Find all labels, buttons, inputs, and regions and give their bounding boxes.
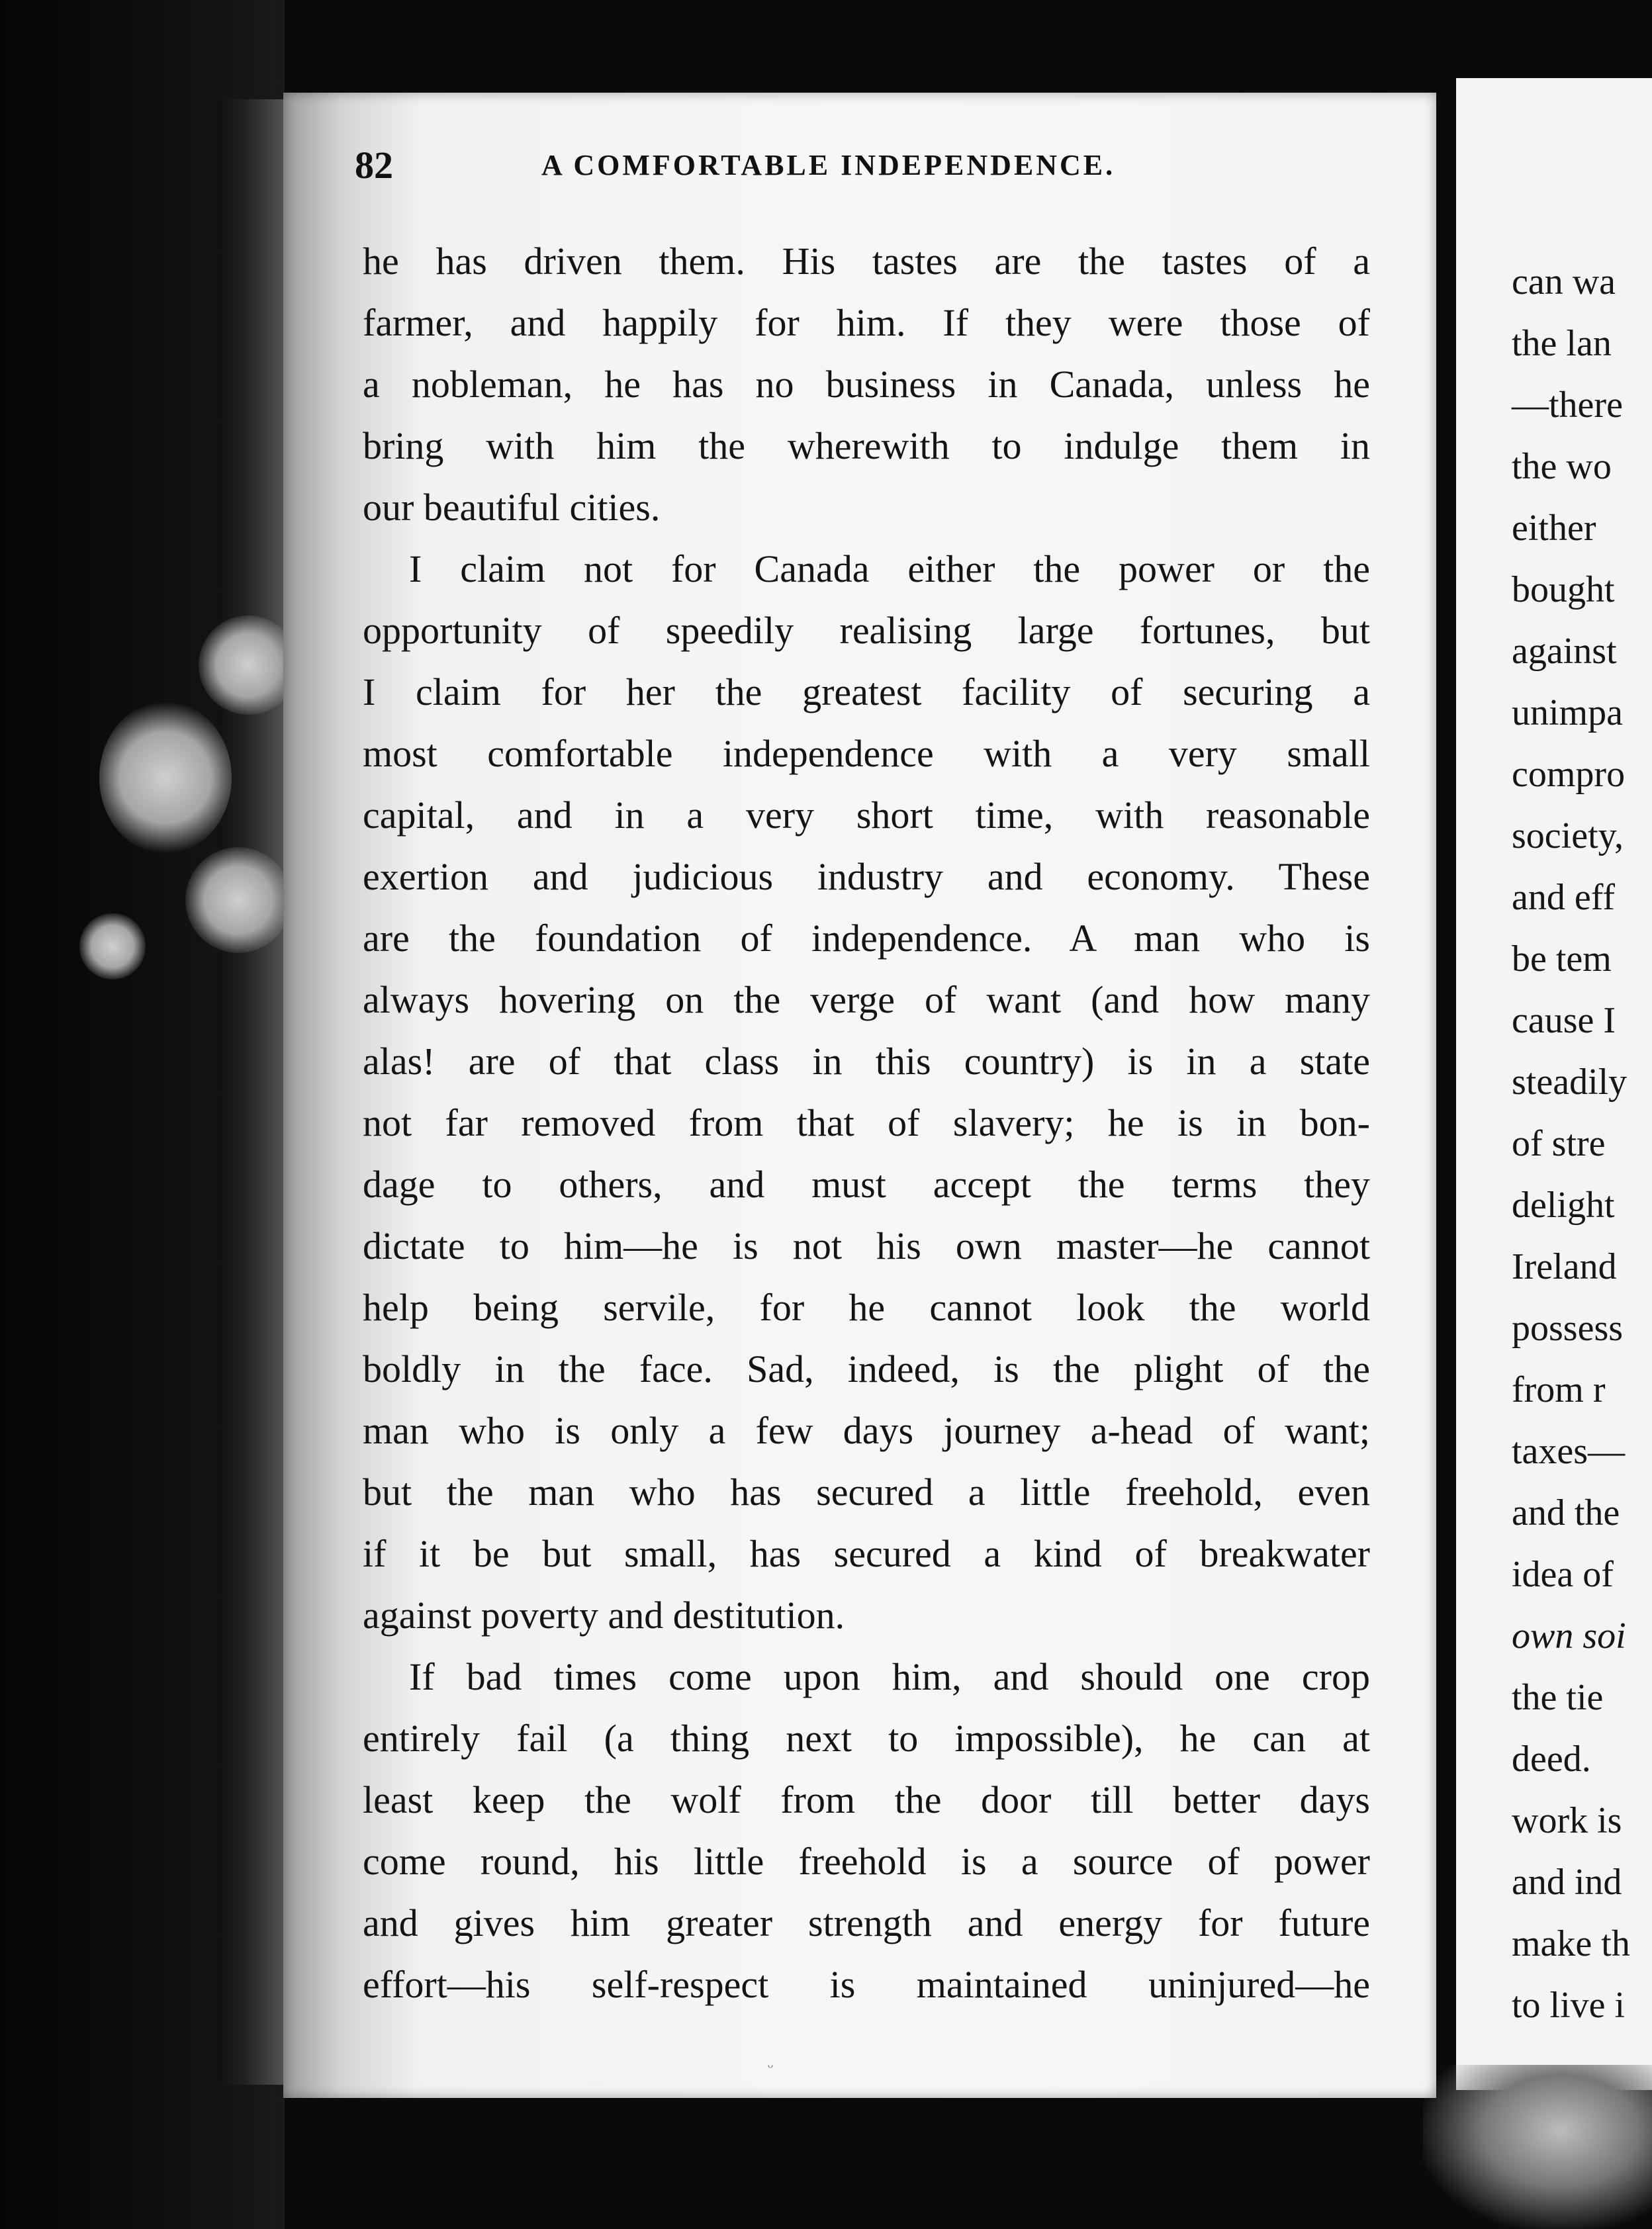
text-line: but the man who has secured a little freehold, even (363, 1471, 1370, 1514)
running-head: A COMFORTABLE INDEPENDENCE. (541, 149, 1116, 181)
stain-mark (185, 847, 291, 953)
page-gutter-edge (218, 99, 285, 2085)
text-line: —there (1512, 385, 1623, 426)
text-line: delight (1512, 1185, 1615, 1226)
text-line: and eff (1512, 877, 1615, 918)
text-line: be tem (1512, 938, 1612, 979)
text-line: come round, his little freehold is a source of power (363, 1840, 1370, 1883)
text-line: from r (1512, 1369, 1606, 1410)
text-line: help being servile, for he cannot look the world (363, 1286, 1370, 1329)
text-line: Ireland (1512, 1246, 1617, 1287)
text-line: the tie (1512, 1677, 1604, 1718)
text-line: alas! are of that class in this country) is in a state (363, 1040, 1370, 1083)
text-line: and the (1512, 1492, 1620, 1533)
text-line: bring with him the wherewith to indulge them in (363, 424, 1370, 467)
text-line: I claim not for Canada either the power or the (409, 547, 1370, 590)
text-line: least keep the wolf from the door till better days (363, 1778, 1370, 1821)
text-line: the wo (1512, 446, 1612, 487)
text-line: boldly in the face. Sad, indeed, is the plight of the (363, 1347, 1370, 1390)
right-page-text (1512, 251, 1630, 2036)
page-header (355, 139, 1374, 192)
text-line: most comfortable independence with a very small (363, 732, 1370, 775)
text-line: taxes— (1512, 1431, 1626, 1472)
text-line: of stre (1512, 1123, 1606, 1164)
text-line: opportunity of speedily realising large fortunes, but (363, 609, 1370, 652)
text-line: compro (1512, 754, 1626, 795)
text-line: farmer, and happily for him. If they were those of (363, 301, 1370, 344)
text-line: unimpa (1512, 692, 1623, 733)
text-line: not far removed from that of slavery; he is in bon- (363, 1101, 1370, 1144)
text-line: either (1512, 508, 1596, 549)
text-line: always hovering on the verge of want (and how many (363, 978, 1370, 1021)
text-line: our beautiful cities. (363, 486, 661, 529)
text-line: capital, and in a very short time, with reasonable (363, 794, 1370, 837)
stain-mark (1423, 2065, 1652, 2229)
right-book-page (1456, 78, 1652, 2090)
text-line: idea of (1512, 1554, 1614, 1595)
text-line: steadily (1512, 1062, 1628, 1103)
text-line: entirely fail (a thing next to impossible), he can at (363, 1717, 1370, 1760)
text-line: work is (1512, 1800, 1622, 1841)
text-line: possess (1512, 1308, 1624, 1349)
text-line: he has driven them. His tastes are the tastes of a (363, 240, 1370, 283)
text-line: if it be but small, has secured a kind of breakwater (363, 1532, 1370, 1575)
text-line: bought (1512, 569, 1615, 610)
page-bottom-mark: ᵕ (768, 2057, 774, 2077)
text-line: man who is only a few days journey a-head of want; (363, 1409, 1370, 1452)
text-line: make th (1512, 1923, 1630, 1964)
text-line: deed. (1512, 1739, 1591, 1780)
text-line: own soi (1512, 1615, 1626, 1657)
text-line: effort—his self-respect is maintained uninjured—he (363, 1963, 1370, 2006)
text-line: exertion and judicious industry and economy. These (363, 855, 1370, 898)
stain-mark (79, 913, 146, 979)
text-line: a nobleman, he has no business in Canada, unless he (363, 363, 1370, 406)
text-line: and ind (1512, 1862, 1622, 1903)
text-line: dictate to him—he is not his own master—he cannot (363, 1224, 1370, 1267)
text-line: are the foundation of independence. A man who is (363, 917, 1370, 960)
text-line: can wa (1512, 261, 1616, 302)
text-line: against poverty and destitution. (363, 1594, 845, 1637)
page-body-text (363, 230, 1370, 2015)
text-line: I claim for her the greatest facility of securing a (363, 670, 1370, 713)
text-line: cause I (1512, 1000, 1616, 1041)
text-line: society, (1512, 815, 1624, 856)
page-number: 82 (355, 144, 393, 187)
text-line: dage to others, and must accept the terms they (363, 1163, 1370, 1206)
text-line: If bad times come upon him, and should one crop (409, 1655, 1370, 1698)
text-line: against (1512, 631, 1617, 672)
text-line: the lan (1512, 323, 1612, 364)
text-line: and gives him greater strength and energy for future (363, 1901, 1370, 1944)
text-line: to live i (1512, 1985, 1626, 2026)
stain-mark (99, 702, 232, 854)
